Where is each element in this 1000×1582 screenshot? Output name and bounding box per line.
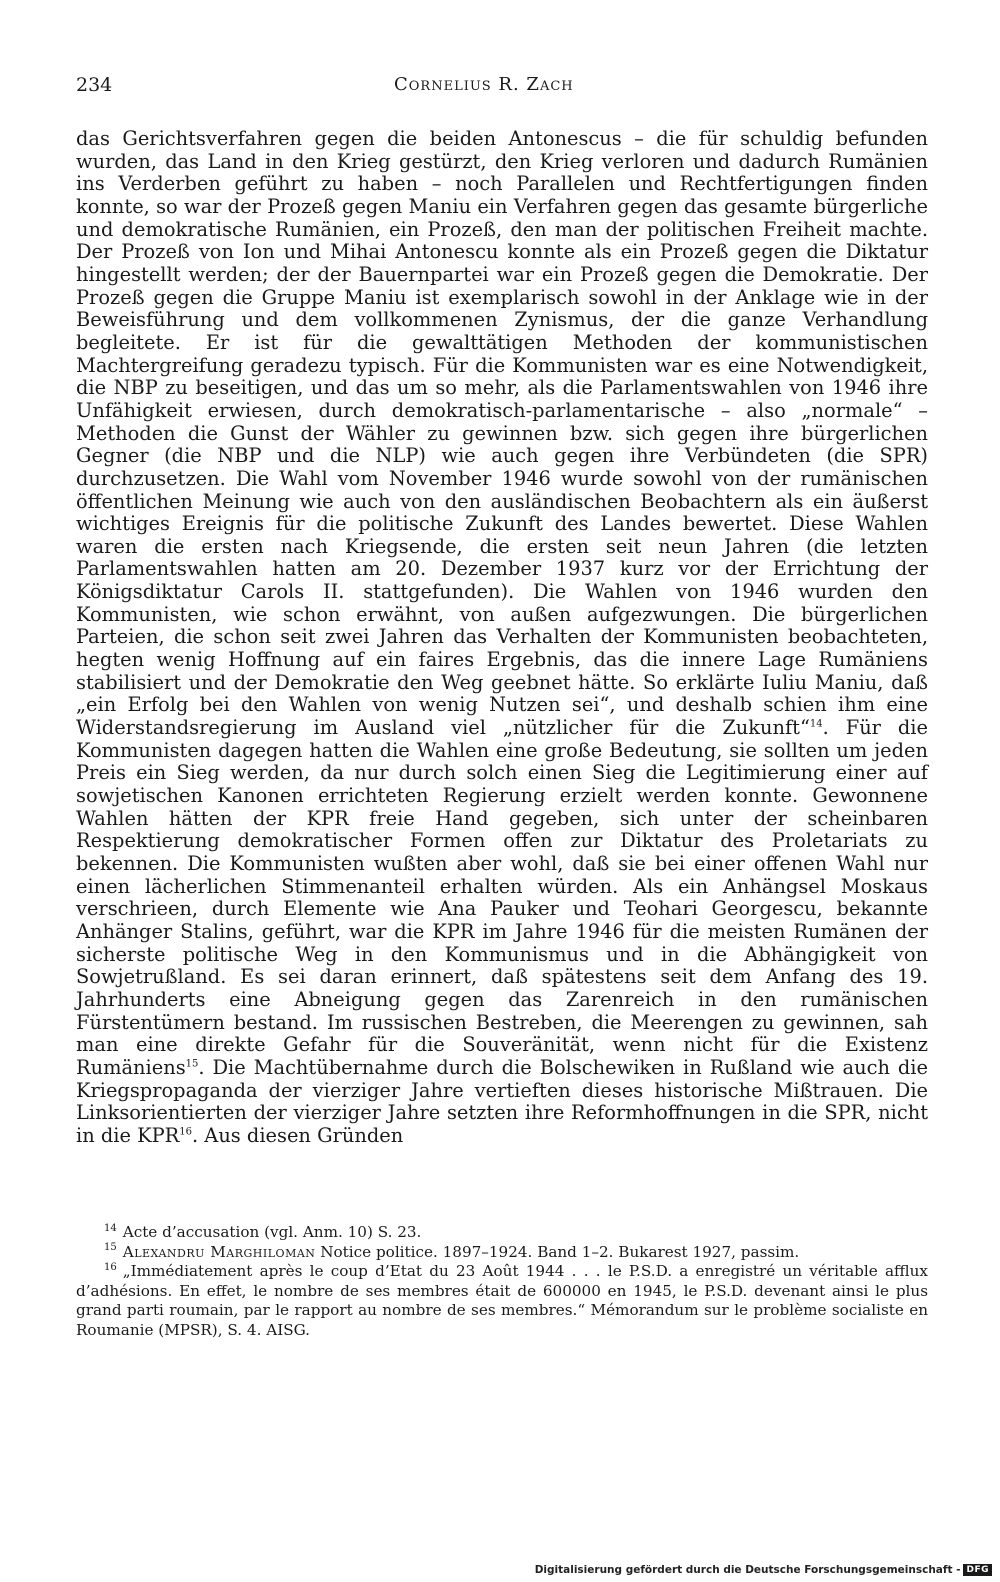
body-segment: . Die Machtübernahme durch die Bolschewiken in Rußland wie auch die Kriegspropaganda der vierziger Jahre vertieften dieses historische Mißtrauen. Die Linksorientierten der vierziger Jahre setzten ihre Reformhoffnungen in die SPR, nicht in die KPR: [76, 1055, 928, 1147]
credit-text: Digitalisierung gefördert durch die Deutsche Forschungsgemeinschaft -: [534, 1564, 961, 1576]
footnote-16: [76, 1262, 928, 1340]
footnote-text: „Immédiatement après le coup d’Etat du 23 Août 1944 . . . le P.S.D. a enregistré un véritable afflux d’adhésions. En effet, le nombre de ses membres était de 600000 en 1945, le P.S.D. devenant ainsi le plus grand parti roumain, par le rapport au nombre de ses membres.“ Mémorandum sur le problème socialiste en Roumanie (MPSR), S. 4. AISG.: [76, 1262, 928, 1339]
running-head: Cornelius R. Zach: [394, 74, 574, 95]
dfg-logo: DFG: [963, 1564, 992, 1576]
page-header: [76, 74, 938, 104]
footnote-number: 15: [104, 1242, 117, 1254]
page-number: 234: [76, 74, 113, 96]
footnote-number: 16: [104, 1261, 117, 1273]
body-text: [76, 128, 928, 1148]
footnote-15: [76, 1243, 928, 1263]
body-segment: . Aus diesen Gründen: [191, 1123, 404, 1147]
footnote-ref-15[interactable]: 15: [185, 1058, 199, 1070]
footnote-text: Notice politice. 1897–1924. Band 1–2. Bukarest 1927, passim.: [315, 1242, 800, 1261]
body-segment: . Für die Kommunisten dagegen hatten die Wahlen eine große Bedeutung, sie sollten um jeden Preis ein Sieg werden, da nur durch solch einen Sieg die Legitimierung einer auf sowjetischen Kanonen errichteten Regierung erzielt werden konnte. Gewonnene Wahlen hätten der KPR freie Hand gegeben, sich unter der scheinbaren Respektierung demokratischer Formen offen zur Diktatur des Proletariats zu bekennen. Die Kommunisten wußten aber wohl, daß sie bei einer offenen Wahl nur einen lächerlichen Stimmenanteil erhalten würden. Als ein Anhängsel Moskaus verschrieen, durch Elemente wie Ana Pauker und Teohari Georgescu, bekannte Anhänger Stalins, geführt, war die KPR im Jahre 1946 für die meisten Rumänen der sicherste politische Weg in den Kommunismus und in die Abhängigkeit von Sowjetrußland. Es sei daran erinnert, daß spätestens seit dem Anfang des 19. Jahrhunderts eine Abneigung gegen das Zarenreich in den rumänischen Fürstentümern bestand. Im russischen Bestreben, die Meerengen zu gewinnen, sah man eine direkte Gefahr für die Souveränität, wenn nicht für die Existenz Rumäniens: [76, 716, 928, 1079]
body-segment: das Gerichtsverfahren gegen die beiden Antonescus – die für schuldig befunden wurden, das Land in den Krieg gestürzt, den Krieg verloren und dadurch Rumänien ins Verderben geführt zu haben – noch Parallelen und Rechtfertigungen finden konnte, so war der Prozeß gegen Maniu ein Verfahren gegen das gesamte bürgerliche und demokratische Rumänien, ein Prozeß, den man der politischen Freiheit machte. Der Prozeß von Ion und Mihai Antonescu konnte als ein Prozeß gegen die Diktatur hingestellt werden; der der Bauernpartei war ein Prozeß gegen die Demokratie. Der Prozeß gegen die Gruppe Maniu ist exemplarisch sowohl in der Anklage wie in der Beweisführung und dem vollkommenen Zynismus, der die ganze Verhandlung begleitete. Er ist für die gewalttätigen Methoden der kommunistischen Machtergreifung geradezu typisch. Für die Kommunisten war es eine Notwendigkeit, die NBP zu beseitigen, und das um so mehr, als die Parlamentswahlen von 1946 ihre Unfähigkeit erwiesen, durch demokratisch-parlamentarische – also „normale“ – Methoden die Gunst der Wähler zu gewinnen bzw. sich gegen ihre bürgerlichen Gegner (die NBP und die NLP) wie auch gegen ihre Verbündeten (die SPR) durchzusetzen. Die Wahl vom November 1946 wurde sowohl von der rumänischen öffentlichen Meinung wie auch von den ausländischen Beobachtern als ein äußerst wichtiges Ereignis für die politische Zukunft des Landes bewertet. Diese Wahlen waren die ersten nach Kriegsende, die ersten seit neun Jahren (die letzten Parlamentswahlen hatten am 20. Dezember 1937 kurz vor der Errichtung der Königsdiktatur Carols II. stattgefunden). Die Wahlen von 1946 wurden den Kommunisten, wie schon erwähnt, von außen aufgezwungen. Die bürgerlichen Parteien, die schon seit zwei Jahren das Verhalten der Kommunisten beobachteten, hegten wenig Hoffnung auf ein faires Ergebnis, das die innere Lage Rumäniens stabilisiert und der Demokratie den Weg geebnet hätte. So erklärte Iuliu Maniu, daß „ein Erfolg bei den Wahlen von wenig Nutzen sei“, und deshalb schien ihm eine Widerstandsregierung im Ausland viel „nützlicher für die Zukunft“: [76, 127, 928, 740]
footnote-14: [76, 1223, 928, 1243]
footnote-text: Acte d’accusation (vgl. Anm. 10) S. 23.: [122, 1223, 422, 1241]
footnote-number: 14: [104, 1222, 117, 1234]
footnote-ref-14[interactable]: 14: [809, 718, 823, 730]
footnote-author: Alexandru Marghiloman: [122, 1242, 316, 1261]
digitization-credit: [535, 1564, 992, 1576]
footnotes: [76, 1223, 928, 1340]
footnote-ref-16[interactable]: 16: [179, 1126, 192, 1138]
